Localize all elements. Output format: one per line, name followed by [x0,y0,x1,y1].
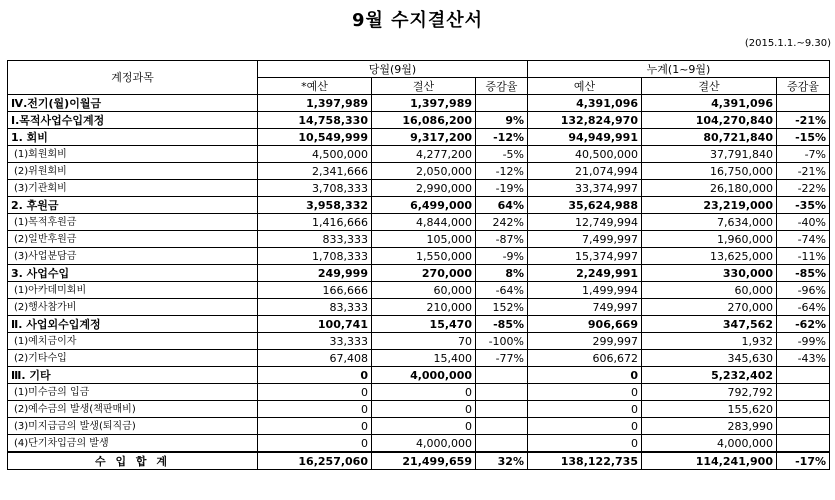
cell-month-budget: 3,708,333 [258,180,372,197]
cell-month-rate [476,95,528,112]
row-label: (4)단기차입금의 발생 [8,435,258,453]
cell-month-budget: 0 [258,435,372,453]
cell-cum-settlement: 5,232,402 [642,367,777,384]
header-account: 계정과목 [8,61,258,95]
cell-month-settlement: 4,844,000 [372,214,476,231]
cell-cum-budget: 0 [528,384,642,401]
cell-month-rate [476,401,528,418]
cell-cum-settlement: 13,625,000 [642,248,777,265]
cell-month-settlement: 15,400 [372,350,476,367]
table-row [8,316,830,333]
cell-month-budget: 2,341,666 [258,163,372,180]
cell-month-rate: 242% [476,214,528,231]
row-label: Ⅰ.목적사업수입계정 [8,112,258,129]
cell-month-rate: 64% [476,197,528,214]
table-row [8,299,830,316]
table-row [8,146,830,163]
cell-cum-rate: -35% [777,197,830,214]
cell-month-rate [476,418,528,435]
cell-cum-settlement: 23,219,000 [642,197,777,214]
cell-cum-budget: 0 [528,401,642,418]
cell-month-rate: -64% [476,282,528,299]
cell-cum-rate: -21% [777,163,830,180]
header-cumulative: 누계(1~9월) [528,61,830,78]
cell-month-budget: 166,666 [258,282,372,299]
cell-cum-rate: -74% [777,231,830,248]
cell-month-rate: 8% [476,265,528,282]
row-label: (3)기관회비 [8,180,258,197]
table-row [8,350,830,367]
table-row [8,163,830,180]
cell-month-settlement: 6,499,000 [372,197,476,214]
cell-cum-rate: -17% [777,452,830,470]
cell-cum-settlement: 7,634,000 [642,214,777,231]
table-row [8,129,830,146]
header-month-rate: 증감율 [476,78,528,95]
cell-month-rate: 152% [476,299,528,316]
row-label: (1)미수금의 입금 [8,384,258,401]
cell-month-settlement: 2,050,000 [372,163,476,180]
cell-cum-budget: 132,824,970 [528,112,642,129]
cell-month-rate: -5% [476,146,528,163]
cell-month-rate: -100% [476,333,528,350]
cell-cum-rate: -7% [777,146,830,163]
cell-month-budget: 0 [258,384,372,401]
cell-month-settlement: 270,000 [372,265,476,282]
table-row [8,231,830,248]
cell-cum-budget: 7,499,997 [528,231,642,248]
cell-cum-rate: -43% [777,350,830,367]
cell-cum-rate [777,435,830,453]
row-label: (1)회원회비 [8,146,258,163]
cell-cum-settlement: 26,180,000 [642,180,777,197]
cell-cum-budget: 1,499,994 [528,282,642,299]
cell-month-settlement: 21,499,659 [372,452,476,470]
cell-month-budget: 16,257,060 [258,452,372,470]
cell-month-settlement: 0 [372,418,476,435]
cell-cum-settlement: 345,630 [642,350,777,367]
header-cum-rate: 증감율 [777,78,830,95]
table-row [8,384,830,401]
settlement-table [7,60,830,470]
cell-month-rate: -77% [476,350,528,367]
cell-month-budget: 67,408 [258,350,372,367]
row-label: 2. 후원금 [8,197,258,214]
cell-cum-budget: 138,122,735 [528,452,642,470]
cell-month-budget: 1,416,666 [258,214,372,231]
cell-cum-budget: 12,749,994 [528,214,642,231]
cell-month-budget: 0 [258,401,372,418]
cell-cum-budget: 4,391,096 [528,95,642,112]
table-row [8,197,830,214]
cell-cum-settlement: 104,270,840 [642,112,777,129]
table-row [8,95,830,112]
row-label: (1)예치금이자 [8,333,258,350]
cell-cum-rate: -11% [777,248,830,265]
table-body [8,95,830,470]
row-label: Ⅲ. 기타 [8,367,258,384]
cell-cum-settlement: 270,000 [642,299,777,316]
cell-month-settlement: 1,397,989 [372,95,476,112]
cell-cum-budget: 35,624,988 [528,197,642,214]
table-row [8,248,830,265]
cell-cum-rate: -62% [777,316,830,333]
cell-cum-settlement: 114,241,900 [642,452,777,470]
cell-month-rate: -87% [476,231,528,248]
cell-month-settlement: 70 [372,333,476,350]
cell-month-rate: -85% [476,316,528,333]
cell-month-rate: -12% [476,129,528,146]
row-label: (1)목적후원금 [8,214,258,231]
cell-month-rate: -12% [476,163,528,180]
cell-cum-settlement: 155,620 [642,401,777,418]
cell-cum-rate [777,95,830,112]
row-label: (1)아카데미회비 [8,282,258,299]
cell-cum-budget: 906,669 [528,316,642,333]
row-label: (3)사업분담금 [8,248,258,265]
table-row [8,401,830,418]
table-row [8,435,830,453]
cell-month-budget: 33,333 [258,333,372,350]
cell-month-budget: 3,958,332 [258,197,372,214]
cell-cum-rate [777,418,830,435]
cell-month-budget: 0 [258,418,372,435]
cell-cum-settlement: 4,000,000 [642,435,777,453]
cell-cum-budget: 15,374,997 [528,248,642,265]
row-label: 1. 회비 [8,129,258,146]
cell-month-settlement: 4,277,200 [372,146,476,163]
row-label: 3. 사업수입 [8,265,258,282]
cell-month-budget: 833,333 [258,231,372,248]
header-month-budget: *예산 [258,78,372,95]
header-month-settlement: 결산 [372,78,476,95]
cell-month-rate [476,435,528,453]
table-row [8,282,830,299]
cell-month-rate: -19% [476,180,528,197]
cell-cum-settlement: 283,990 [642,418,777,435]
cell-month-settlement: 15,470 [372,316,476,333]
cell-cum-rate: -99% [777,333,830,350]
table-row [8,112,830,129]
cell-month-settlement: 105,000 [372,231,476,248]
cell-month-budget: 100,741 [258,316,372,333]
cell-month-settlement: 2,990,000 [372,180,476,197]
table-row [8,180,830,197]
cell-month-settlement: 9,317,200 [372,129,476,146]
cell-cum-budget: 0 [528,418,642,435]
table-row [8,367,830,384]
cell-month-budget: 1,397,989 [258,95,372,112]
cell-cum-budget: 749,997 [528,299,642,316]
cell-month-settlement: 1,550,000 [372,248,476,265]
cell-cum-budget: 606,672 [528,350,642,367]
cell-month-budget: 83,333 [258,299,372,316]
cell-month-settlement: 16,086,200 [372,112,476,129]
cell-cum-rate: -22% [777,180,830,197]
cell-cum-budget: 21,074,994 [528,163,642,180]
cell-cum-rate: -96% [777,282,830,299]
cell-month-rate [476,384,528,401]
cell-cum-budget: 0 [528,435,642,453]
cell-cum-rate [777,384,830,401]
cell-cum-rate: -40% [777,214,830,231]
table-row [8,452,830,470]
cell-month-settlement: 4,000,000 [372,435,476,453]
row-label: (2)기타수입 [8,350,258,367]
cell-cum-budget: 40,500,000 [528,146,642,163]
cell-month-budget: 1,708,333 [258,248,372,265]
table-row [8,418,830,435]
cell-cum-rate: -64% [777,299,830,316]
cell-cum-settlement: 37,791,840 [642,146,777,163]
row-label: (2)위원회비 [8,163,258,180]
header-cum-settlement: 결산 [642,78,777,95]
cell-month-budget: 0 [258,367,372,384]
cell-cum-settlement: 60,000 [642,282,777,299]
cell-month-settlement: 0 [372,401,476,418]
cell-month-settlement: 0 [372,384,476,401]
cell-cum-rate: -15% [777,129,830,146]
header-cum-budget: 예산 [528,78,642,95]
cell-cum-settlement: 80,721,840 [642,129,777,146]
cell-cum-budget: 299,997 [528,333,642,350]
cell-cum-settlement: 792,792 [642,384,777,401]
cell-month-rate [476,367,528,384]
cell-cum-budget: 94,949,991 [528,129,642,146]
cell-cum-rate: -85% [777,265,830,282]
cell-month-budget: 249,999 [258,265,372,282]
row-label: (2)행사참가비 [8,299,258,316]
table-row [8,265,830,282]
cell-month-budget: 10,549,999 [258,129,372,146]
cell-cum-budget: 2,249,991 [528,265,642,282]
period-label: (2015.1.1.~9.30) [744,38,831,49]
table-row [8,214,830,231]
cell-cum-settlement: 16,750,000 [642,163,777,180]
cell-cum-budget: 33,374,997 [528,180,642,197]
cell-month-settlement: 60,000 [372,282,476,299]
page-title: 9월 수지결산서 [351,10,484,31]
row-label: (2)예수금의 발생(책판매비) [8,401,258,418]
cell-cum-rate [777,401,830,418]
cell-cum-rate: -21% [777,112,830,129]
cell-month-rate: 32% [476,452,528,470]
row-label: (3)미지급금의 발생(퇴직금) [8,418,258,435]
row-label: Ⅱ. 사업외수입계정 [8,316,258,333]
cell-month-settlement: 4,000,000 [372,367,476,384]
cell-month-settlement: 210,000 [372,299,476,316]
cell-cum-settlement: 347,562 [642,316,777,333]
cell-month-budget: 4,500,000 [258,146,372,163]
cell-cum-budget: 0 [528,367,642,384]
cell-cum-rate [777,367,830,384]
cell-month-rate: 9% [476,112,528,129]
cell-cum-settlement: 330,000 [642,265,777,282]
row-label: 수 입 합 계 [8,452,258,470]
cell-cum-settlement: 1,960,000 [642,231,777,248]
table-row [8,333,830,350]
cell-cum-settlement: 1,932 [642,333,777,350]
cell-month-rate: -9% [476,248,528,265]
header-month: 당월(9월) [258,61,528,78]
cell-cum-settlement: 4,391,096 [642,95,777,112]
row-label: (2)일반후원금 [8,231,258,248]
row-label: Ⅳ.전기(월)이월금 [8,95,258,112]
cell-month-budget: 14,758,330 [258,112,372,129]
